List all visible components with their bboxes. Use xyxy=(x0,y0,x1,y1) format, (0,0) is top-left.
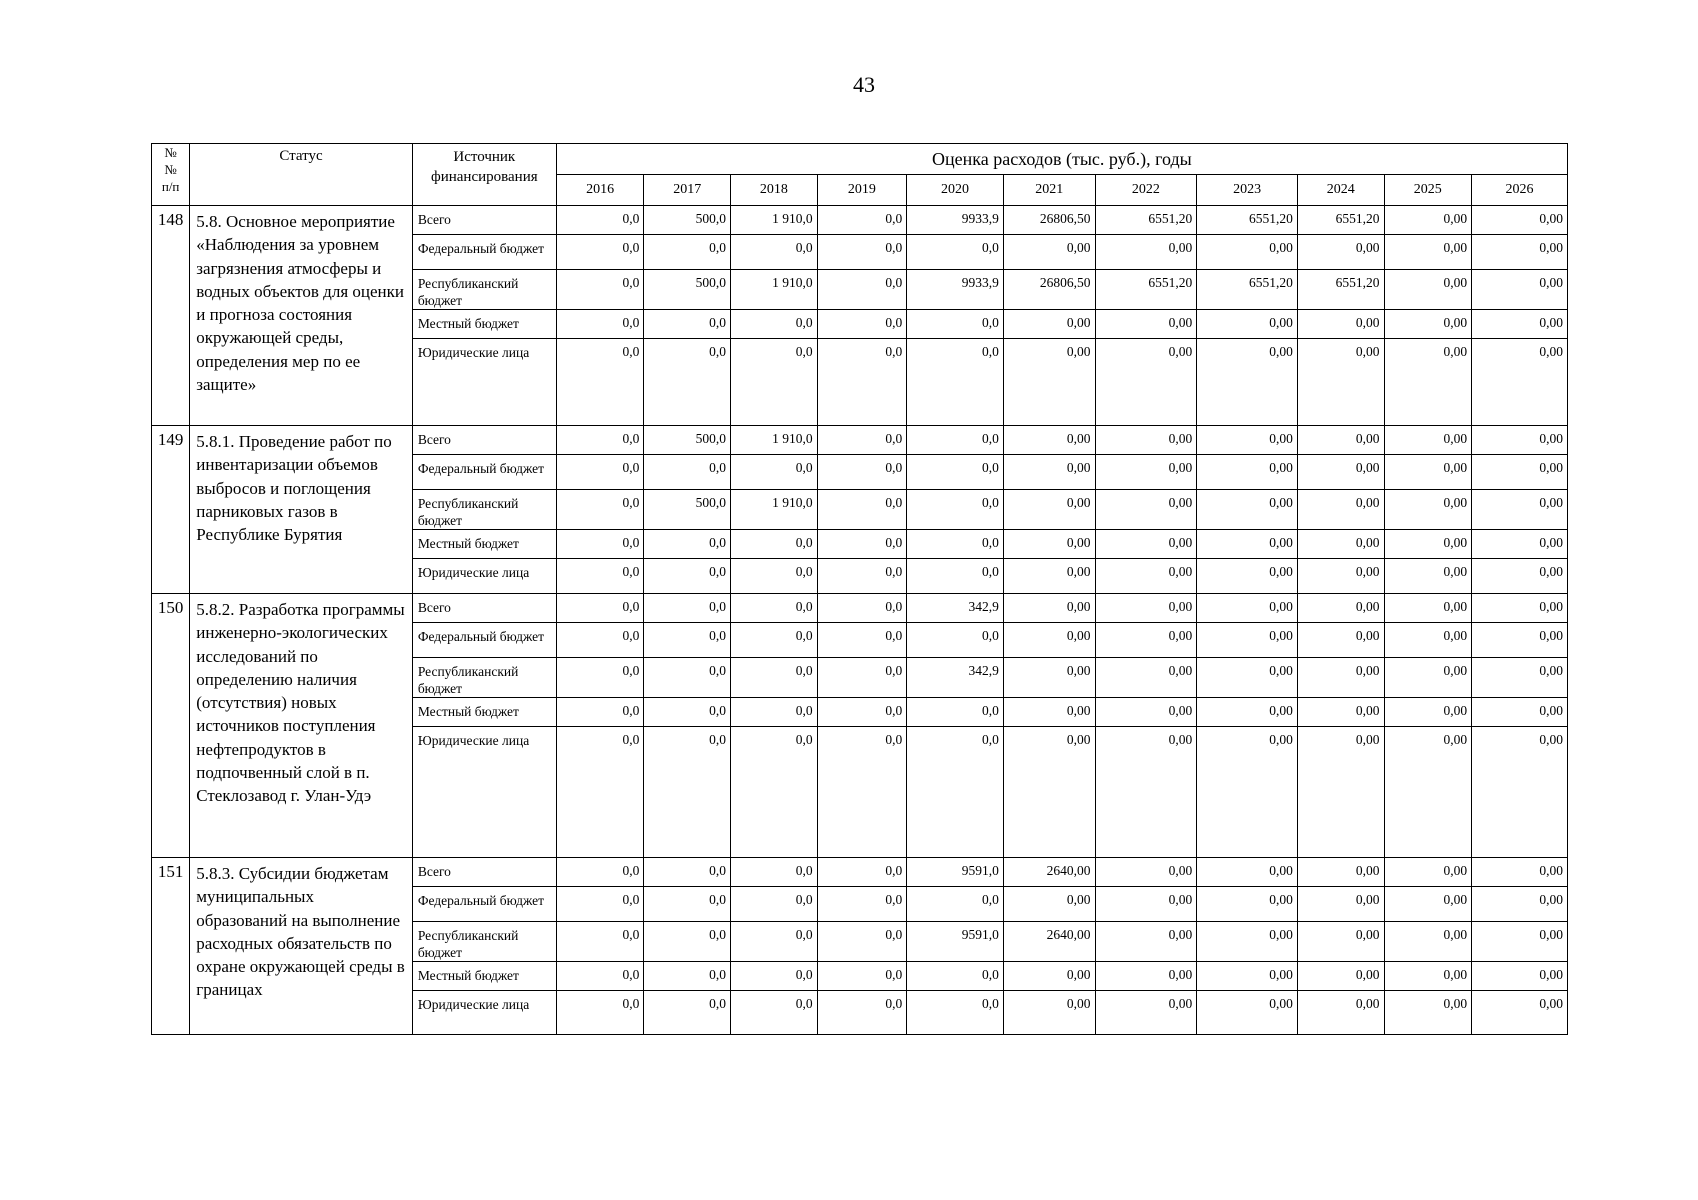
value-cell: 0,00 xyxy=(1384,455,1472,490)
section-number: 150 xyxy=(152,594,190,858)
funding-source: Федеральный бюджет xyxy=(412,623,556,658)
value-cell: 0,0 xyxy=(644,310,731,339)
funding-source: Республиканский бюджет xyxy=(412,658,556,698)
value-cell: 0,0 xyxy=(817,698,907,727)
value-cell: 0,00 xyxy=(1384,658,1472,698)
value-cell: 0,00 xyxy=(1003,490,1095,530)
value-cell: 0,00 xyxy=(1384,339,1472,426)
value-cell: 0,0 xyxy=(731,310,818,339)
value-cell: 0,00 xyxy=(1384,727,1472,858)
value-cell: 0,00 xyxy=(1472,426,1568,455)
table-row xyxy=(152,858,1568,887)
value-cell: 0,0 xyxy=(907,559,1004,594)
value-cell: 0,00 xyxy=(1003,339,1095,426)
header-year: 2019 xyxy=(817,175,907,206)
value-cell: 0,00 xyxy=(1197,727,1298,858)
value-cell: 0,00 xyxy=(1095,594,1197,623)
value-cell: 0,00 xyxy=(1472,594,1568,623)
value-cell: 0,0 xyxy=(556,698,644,727)
value-cell: 0,00 xyxy=(1297,727,1384,858)
value-cell: 0,0 xyxy=(644,658,731,698)
funding-source: Всего xyxy=(412,858,556,887)
value-cell: 0,0 xyxy=(817,559,907,594)
value-cell: 0,00 xyxy=(1297,658,1384,698)
value-cell: 0,00 xyxy=(1472,490,1568,530)
funding-source: Всего xyxy=(412,206,556,235)
value-cell: 9933,9 xyxy=(907,206,1004,235)
value-cell: 0,00 xyxy=(1003,962,1095,991)
section-number: 151 xyxy=(152,858,190,1035)
value-cell: 0,00 xyxy=(1095,339,1197,426)
value-cell: 0,00 xyxy=(1003,698,1095,727)
value-cell: 0,0 xyxy=(817,594,907,623)
value-cell: 2640,00 xyxy=(1003,922,1095,962)
funding-source: Местный бюджет xyxy=(412,698,556,727)
value-cell: 0,0 xyxy=(556,594,644,623)
header-row-1 xyxy=(152,144,1568,175)
value-cell: 0,0 xyxy=(644,858,731,887)
value-cell: 0,0 xyxy=(817,658,907,698)
header-num: № № п/п xyxy=(152,144,190,206)
value-cell: 0,00 xyxy=(1095,962,1197,991)
header-year: 2017 xyxy=(644,175,731,206)
table-body xyxy=(152,206,1568,1035)
value-cell: 0,00 xyxy=(1297,235,1384,270)
value-cell: 9933,9 xyxy=(907,270,1004,310)
value-cell: 0,00 xyxy=(1003,530,1095,559)
value-cell: 2640,00 xyxy=(1003,858,1095,887)
value-cell: 0,0 xyxy=(817,962,907,991)
value-cell: 0,00 xyxy=(1297,887,1384,922)
value-cell: 0,0 xyxy=(817,887,907,922)
section-status: 5.8.1. Проведение работ по инвентаризации объемов выбросов и поглощения парниковых газов в Республике Бурятия xyxy=(190,426,413,594)
value-cell: 0,0 xyxy=(817,490,907,530)
value-cell: 0,00 xyxy=(1197,623,1298,658)
value-cell: 0,00 xyxy=(1003,594,1095,623)
value-cell: 0,00 xyxy=(1095,235,1197,270)
value-cell: 0,00 xyxy=(1297,623,1384,658)
value-cell: 0,00 xyxy=(1003,310,1095,339)
value-cell: 0,00 xyxy=(1384,530,1472,559)
value-cell: 6551,20 xyxy=(1197,206,1298,235)
value-cell: 0,0 xyxy=(907,339,1004,426)
funding-source: Федеральный бюджет xyxy=(412,455,556,490)
value-cell: 0,00 xyxy=(1095,922,1197,962)
value-cell: 1 910,0 xyxy=(731,206,818,235)
header-year: 2022 xyxy=(1095,175,1197,206)
value-cell: 0,0 xyxy=(731,887,818,922)
funding-source: Местный бюджет xyxy=(412,310,556,339)
value-cell: 0,00 xyxy=(1197,310,1298,339)
funding-source: Всего xyxy=(412,426,556,455)
value-cell: 342,9 xyxy=(907,594,1004,623)
value-cell: 0,00 xyxy=(1003,559,1095,594)
value-cell: 0,00 xyxy=(1472,727,1568,858)
value-cell: 0,00 xyxy=(1197,530,1298,559)
value-cell: 500,0 xyxy=(644,426,731,455)
value-cell: 0,00 xyxy=(1297,698,1384,727)
value-cell: 6551,20 xyxy=(1095,270,1197,310)
value-cell: 0,00 xyxy=(1472,339,1568,426)
table-row xyxy=(152,594,1568,623)
table-header xyxy=(152,144,1568,206)
value-cell: 0,00 xyxy=(1197,698,1298,727)
value-cell: 0,00 xyxy=(1472,698,1568,727)
value-cell: 0,0 xyxy=(556,623,644,658)
value-cell: 0,0 xyxy=(817,235,907,270)
value-cell: 0,0 xyxy=(817,991,907,1035)
header-year: 2016 xyxy=(556,175,644,206)
value-cell: 0,0 xyxy=(817,922,907,962)
funding-source: Республиканский бюджет xyxy=(412,490,556,530)
value-cell: 0,0 xyxy=(731,455,818,490)
value-cell: 0,00 xyxy=(1297,559,1384,594)
value-cell: 0,0 xyxy=(556,270,644,310)
value-cell: 0,0 xyxy=(817,727,907,858)
value-cell: 0,0 xyxy=(907,530,1004,559)
value-cell: 0,0 xyxy=(644,962,731,991)
value-cell: 0,00 xyxy=(1472,658,1568,698)
value-cell: 0,0 xyxy=(556,559,644,594)
value-cell: 0,00 xyxy=(1472,559,1568,594)
value-cell: 6551,20 xyxy=(1197,270,1298,310)
value-cell: 9591,0 xyxy=(907,922,1004,962)
value-cell: 0,0 xyxy=(817,455,907,490)
value-cell: 0,00 xyxy=(1197,594,1298,623)
funding-source: Всего xyxy=(412,594,556,623)
value-cell: 0,00 xyxy=(1095,530,1197,559)
value-cell: 6551,20 xyxy=(1297,206,1384,235)
value-cell: 0,0 xyxy=(556,339,644,426)
value-cell: 0,00 xyxy=(1384,270,1472,310)
value-cell: 342,9 xyxy=(907,658,1004,698)
value-cell: 0,00 xyxy=(1384,310,1472,339)
value-cell: 0,00 xyxy=(1197,922,1298,962)
value-cell: 0,00 xyxy=(1297,858,1384,887)
value-cell: 0,0 xyxy=(817,206,907,235)
value-cell: 0,00 xyxy=(1197,658,1298,698)
value-cell: 0,00 xyxy=(1197,455,1298,490)
value-cell: 0,0 xyxy=(644,455,731,490)
table-row xyxy=(152,206,1568,235)
value-cell: 0,0 xyxy=(644,594,731,623)
value-cell: 0,00 xyxy=(1384,962,1472,991)
value-cell: 0,0 xyxy=(817,623,907,658)
value-cell: 0,00 xyxy=(1095,490,1197,530)
value-cell: 0,0 xyxy=(556,310,644,339)
section-status: 5.8.3. Субсидии бюджетам муниципальных образований на выполнение расходных обязательств по охране окружающей среды в границах xyxy=(190,858,413,1035)
value-cell: 0,00 xyxy=(1384,206,1472,235)
value-cell: 0,0 xyxy=(731,922,818,962)
value-cell: 0,0 xyxy=(731,658,818,698)
value-cell: 0,0 xyxy=(907,962,1004,991)
value-cell: 0,00 xyxy=(1003,235,1095,270)
value-cell: 0,0 xyxy=(731,698,818,727)
value-cell: 0,0 xyxy=(644,339,731,426)
value-cell: 0,0 xyxy=(556,727,644,858)
value-cell: 0,00 xyxy=(1197,858,1298,887)
value-cell: 0,00 xyxy=(1197,991,1298,1035)
header-year: 2020 xyxy=(907,175,1004,206)
value-cell: 0,0 xyxy=(556,658,644,698)
header-year: 2018 xyxy=(731,175,818,206)
value-cell: 0,0 xyxy=(556,455,644,490)
value-cell: 0,0 xyxy=(817,270,907,310)
value-cell: 0,00 xyxy=(1384,858,1472,887)
funding-source: Федеральный бюджет xyxy=(412,887,556,922)
value-cell: 0,00 xyxy=(1472,270,1568,310)
section-number: 149 xyxy=(152,426,190,594)
value-cell: 0,00 xyxy=(1384,594,1472,623)
value-cell: 0,0 xyxy=(907,235,1004,270)
value-cell: 0,0 xyxy=(644,698,731,727)
value-cell: 0,0 xyxy=(556,490,644,530)
value-cell: 0,00 xyxy=(1384,623,1472,658)
value-cell: 0,00 xyxy=(1003,455,1095,490)
value-cell: 0,00 xyxy=(1297,922,1384,962)
value-cell: 0,00 xyxy=(1472,310,1568,339)
header-year: 2021 xyxy=(1003,175,1095,206)
value-cell: 0,0 xyxy=(556,887,644,922)
value-cell: 0,0 xyxy=(907,426,1004,455)
value-cell: 0,00 xyxy=(1297,530,1384,559)
value-cell: 0,00 xyxy=(1472,858,1568,887)
value-cell: 0,00 xyxy=(1297,310,1384,339)
value-cell: 26806,50 xyxy=(1003,206,1095,235)
value-cell: 0,00 xyxy=(1297,339,1384,426)
value-cell: 0,00 xyxy=(1384,559,1472,594)
value-cell: 0,00 xyxy=(1472,991,1568,1035)
value-cell: 6551,20 xyxy=(1095,206,1197,235)
value-cell: 0,00 xyxy=(1095,698,1197,727)
value-cell: 0,00 xyxy=(1095,887,1197,922)
value-cell: 0,00 xyxy=(1384,426,1472,455)
table-row xyxy=(152,426,1568,455)
value-cell: 0,0 xyxy=(556,206,644,235)
value-cell: 0,00 xyxy=(1384,887,1472,922)
value-cell: 0,0 xyxy=(817,426,907,455)
value-cell: 0,0 xyxy=(731,727,818,858)
value-cell: 0,0 xyxy=(817,858,907,887)
value-cell: 0,0 xyxy=(644,623,731,658)
value-cell: 0,0 xyxy=(644,530,731,559)
value-cell: 0,00 xyxy=(1472,206,1568,235)
value-cell: 0,00 xyxy=(1297,426,1384,455)
value-cell: 0,0 xyxy=(644,235,731,270)
value-cell: 1 910,0 xyxy=(731,270,818,310)
value-cell: 0,00 xyxy=(1095,658,1197,698)
value-cell: 0,0 xyxy=(644,991,731,1035)
value-cell: 0,0 xyxy=(817,310,907,339)
funding-source: Юридические лица xyxy=(412,339,556,426)
value-cell: 0,0 xyxy=(907,991,1004,1035)
value-cell: 0,00 xyxy=(1384,922,1472,962)
value-cell: 0,00 xyxy=(1384,490,1472,530)
value-cell: 0,00 xyxy=(1003,727,1095,858)
value-cell: 0,00 xyxy=(1297,490,1384,530)
header-estimate: Оценка расходов (тыс. руб.), годы xyxy=(556,144,1567,175)
value-cell: 0,0 xyxy=(556,858,644,887)
value-cell: 0,00 xyxy=(1197,235,1298,270)
value-cell: 0,0 xyxy=(644,727,731,858)
value-cell: 0,00 xyxy=(1095,426,1197,455)
value-cell: 0,0 xyxy=(907,698,1004,727)
value-cell: 0,00 xyxy=(1472,962,1568,991)
value-cell: 1 910,0 xyxy=(731,490,818,530)
value-cell: 500,0 xyxy=(644,206,731,235)
value-cell: 0,0 xyxy=(556,426,644,455)
value-cell: 0,0 xyxy=(556,991,644,1035)
value-cell: 0,00 xyxy=(1297,991,1384,1035)
section-number: 148 xyxy=(152,206,190,426)
value-cell: 0,00 xyxy=(1197,426,1298,455)
value-cell: 500,0 xyxy=(644,270,731,310)
value-cell: 500,0 xyxy=(644,490,731,530)
value-cell: 0,0 xyxy=(644,559,731,594)
value-cell: 0,0 xyxy=(731,530,818,559)
section-status: 5.8. Основное мероприятие «Наблюдения за уровнем загрязнения атмосферы и водных объектов для оценки и прогноза состояния окружающей среды, определения мер по ее защите» xyxy=(190,206,413,426)
funding-source: Федеральный бюджет xyxy=(412,235,556,270)
value-cell: 6551,20 xyxy=(1297,270,1384,310)
value-cell: 0,0 xyxy=(907,887,1004,922)
value-cell: 0,00 xyxy=(1472,887,1568,922)
value-cell: 0,00 xyxy=(1197,490,1298,530)
value-cell: 0,0 xyxy=(556,922,644,962)
value-cell: 0,0 xyxy=(644,922,731,962)
value-cell: 0,0 xyxy=(731,594,818,623)
value-cell: 0,00 xyxy=(1095,455,1197,490)
funding-source: Республиканский бюджет xyxy=(412,270,556,310)
value-cell: 0,0 xyxy=(731,235,818,270)
value-cell: 0,00 xyxy=(1297,594,1384,623)
value-cell: 0,00 xyxy=(1095,623,1197,658)
value-cell: 0,0 xyxy=(731,858,818,887)
value-cell: 0,00 xyxy=(1003,991,1095,1035)
value-cell: 0,0 xyxy=(907,490,1004,530)
funding-source: Местный бюджет xyxy=(412,530,556,559)
value-cell: 0,00 xyxy=(1095,991,1197,1035)
value-cell: 0,0 xyxy=(731,962,818,991)
value-cell: 0,00 xyxy=(1003,426,1095,455)
budget-table xyxy=(151,143,1568,1035)
header-status: Статус xyxy=(190,144,413,206)
value-cell: 0,00 xyxy=(1197,559,1298,594)
value-cell: 0,00 xyxy=(1297,962,1384,991)
value-cell: 0,0 xyxy=(556,235,644,270)
value-cell: 0,00 xyxy=(1472,455,1568,490)
value-cell: 0,00 xyxy=(1095,727,1197,858)
value-cell: 0,00 xyxy=(1095,858,1197,887)
value-cell: 0,00 xyxy=(1472,235,1568,270)
value-cell: 0,00 xyxy=(1003,623,1095,658)
value-cell: 0,0 xyxy=(907,310,1004,339)
page-number: 43 xyxy=(853,72,875,97)
value-cell: 0,0 xyxy=(556,962,644,991)
funding-source: Юридические лица xyxy=(412,559,556,594)
value-cell: 0,0 xyxy=(817,339,907,426)
funding-source: Местный бюджет xyxy=(412,962,556,991)
value-cell: 0,0 xyxy=(907,623,1004,658)
header-year: 2026 xyxy=(1472,175,1568,206)
funding-source: Юридические лица xyxy=(412,727,556,858)
header-source: Источник финансирования xyxy=(412,144,556,206)
value-cell: 0,0 xyxy=(907,727,1004,858)
value-cell: 0,00 xyxy=(1472,623,1568,658)
value-cell: 0,00 xyxy=(1384,991,1472,1035)
value-cell: 0,00 xyxy=(1472,922,1568,962)
value-cell: 0,00 xyxy=(1297,455,1384,490)
value-cell: 0,00 xyxy=(1472,530,1568,559)
value-cell: 0,0 xyxy=(907,455,1004,490)
funding-source: Юридические лица xyxy=(412,991,556,1035)
header-year: 2023 xyxy=(1197,175,1298,206)
value-cell: 0,0 xyxy=(644,887,731,922)
value-cell: 0,00 xyxy=(1384,698,1472,727)
value-cell: 0,0 xyxy=(731,559,818,594)
value-cell: 0,00 xyxy=(1003,658,1095,698)
value-cell: 26806,50 xyxy=(1003,270,1095,310)
value-cell: 0,0 xyxy=(556,530,644,559)
value-cell: 0,00 xyxy=(1197,887,1298,922)
funding-source: Республиканский бюджет xyxy=(412,922,556,962)
value-cell: 0,00 xyxy=(1197,339,1298,426)
value-cell: 0,00 xyxy=(1197,962,1298,991)
value-cell: 0,00 xyxy=(1384,235,1472,270)
header-year: 2025 xyxy=(1384,175,1472,206)
value-cell: 0,00 xyxy=(1095,310,1197,339)
value-cell: 0,00 xyxy=(1095,559,1197,594)
header-year: 2024 xyxy=(1297,175,1384,206)
value-cell: 0,0 xyxy=(731,623,818,658)
value-cell: 0,00 xyxy=(1003,887,1095,922)
value-cell: 0,0 xyxy=(817,530,907,559)
value-cell: 9591,0 xyxy=(907,858,1004,887)
section-status: 5.8.2. Разработка программы инженерно-экологических исследований по определению наличия (отсутствия) новых источников поступления нефтепродуктов в подпочвенный слой в п. Стеклозавод г. Улан-Удэ xyxy=(190,594,413,858)
value-cell: 0,0 xyxy=(731,339,818,426)
value-cell: 1 910,0 xyxy=(731,426,818,455)
value-cell: 0,0 xyxy=(731,991,818,1035)
